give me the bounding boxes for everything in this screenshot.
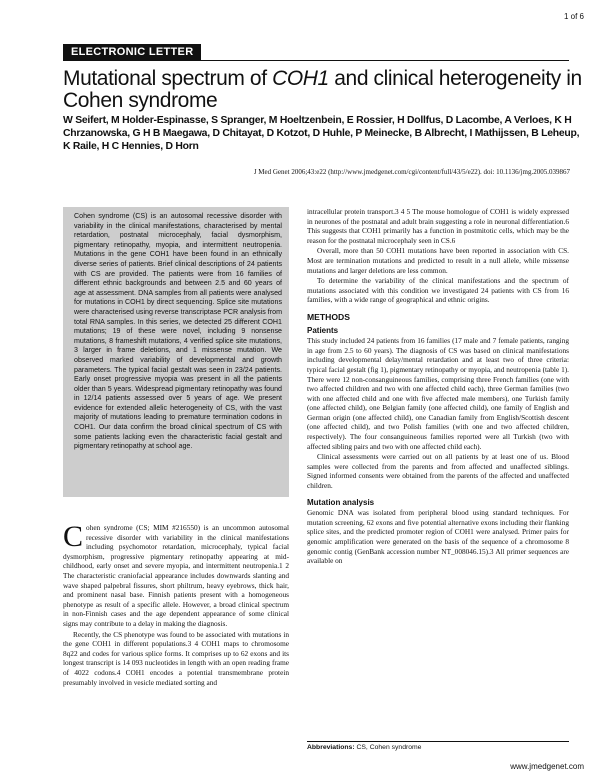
body-paragraph: Clinical assessments were carried out on all patients by at least one of us. Blood samples were collected from the parents and from affected and unaffected siblings. Signed informed consents were obtained from the parents of the affected and unaffected children. xyxy=(307,452,569,491)
body-paragraph: intracellular protein transport.3 4 5 The mouse homologue of COH1 is widely expressed in neurones of the postnatal and adult brain suggesting a role in neuronal differentiation.6 This suggests that COH1 primarily has a function in postmitotic cells, which may be the reason for the postnatal microcephaly seen in CS.6 xyxy=(307,207,569,245)
intro-paragraph xyxy=(63,520,289,629)
author-list: W Seifert, M Holder-Espinasse, S Spranger, M Hoeltzenbein, E Rossier, H Dollfus, D Lacombe, A Verloes, K H Chrzanowska, G H B Maegawa, D Chitayat, D Kotzot, D Huhle, P Meinecke, B Albrecht, I Mathijssen, B Leheup, K Raile, H C Hennies, D Horn xyxy=(63,115,580,153)
title-gene: COH1 xyxy=(272,67,329,90)
abbreviations-rule xyxy=(307,741,569,742)
patients-heading: Patients xyxy=(307,325,339,335)
mutation-analysis-heading: Mutation analysis xyxy=(307,497,375,507)
citation-line: J Med Genet 2006;43:e22 (http://www.jmedgenet.com/cgi/content/full/43/5/e22). doi: 10.1136/jmg.2005.039867 xyxy=(253,168,570,176)
body-paragraph: To determine the variability of the clinical manifestations and the spectrum of mutations associated with this condition we investigated 24 patients with CS from 16 families, with a wide range of geographical and ethnic origins. xyxy=(307,276,569,305)
body-paragraph: Genomic DNA was isolated from peripheral blood using standard techniques. For mutation screening, 62 exons and five potential alternative exons including their flanking splice sites, and the predicted promoter region of COH1 were analysed. Primer pairs for genomic amplification were generated on the basis of the sequence of a chromosome 8 genomic contig (GenBank accession number NT_008046.15).3 All primer sequences are available on xyxy=(307,508,569,566)
title-prefix: Mutational spectrum of xyxy=(63,67,273,90)
methods-heading: METHODS xyxy=(307,311,350,322)
body-paragraph: Overall, more than 50 COH1 mutations have been reported in association with CS. Most are termination mutations and predicted to result in a null allele, while missense mutations and larger deletions are less common. xyxy=(307,246,569,275)
banner-rule xyxy=(63,60,569,61)
intro-text: ohen syndrome (CS; MIM #216550) is an uncommon autosomal recessive disorder with variability in the clinical manifestations including psychomotor retardation, microcephaly, typical facial dysmorphism, progressive pigmentary retinopathy appearing at mid-childhood, early onset and severe myopia, and intermittent neutropenia.1 2 The characteristic craniofacial appearance includes downwards slanting and wave shaped palpebral fissures, short philtrum, heavy eyebrows, thick hair, and prominent nasal base. Finnish patients present with a homogeneous phenotype as result of a specific allele. However, a broad clinical spectrum in non-Finnish cases and the age dependent appearance of some clinical signs may contribute to a delay in making the diagnosis. xyxy=(63,523,289,628)
left-column xyxy=(63,520,289,688)
article-title xyxy=(63,68,583,112)
footer-url[interactable]: www.jmedgenet.com xyxy=(510,762,584,771)
body-paragraph: Recently, the CS phenotype was found to be associated with mutations in the gene COH1 in different populations.3 4 COH1 maps to chromosome 8q22 and codes for various splice forms. It comprises up to 62 exons and its longest transcript is 14 093 nucleotides in length with an open reading frame of 4022 codons.4 COH1 encodes a potential transmembrane protein presumably involved in vesicle mediated sorting and xyxy=(63,629,289,687)
right-column xyxy=(307,207,569,567)
drop-cap: C xyxy=(63,520,84,553)
abbreviations xyxy=(307,744,569,751)
page-number: 1 of 6 xyxy=(563,12,584,21)
section-label: ELECTRONIC LETTER xyxy=(63,44,201,60)
body-paragraph: This study included 24 patients from 16 families (17 male and 7 female patients, ranging in age from 2.5 to 60 years). The diagnosis of CS was based on clinical manifestations including developmental delay/mental retardation and at least two of three criteria: typical facial gestalt (fig 1), pigmentary retinopathy or myopia, and neutropenia (table 1). There were 12 non-consanguineous families, comprising three French families (one with two affected children and two with one affected child each), three German families (two with one affected child and one with five affected male members), one Turkish family (one affected child), one Belgian family (one affected child), one family of English and German origin (one affected child), one Canadian family from English/Scottish descent (one affected child), and two Polish families (with one and two affected children, respectively). The four consanguineous families reported were all Turkish (two with affected sibling pairs and two with one affected child each). xyxy=(307,336,569,451)
abstract-text: Cohen syndrome (CS) is an autosomal recessive disorder with variability in the clinical manifestations, characterised by mental retardation, postnatal microcephaly, facial dysmorphism, pigmentary retinopathy, myopia, and intermittent neutropenia. Mutations in the gene COH1 have been found in an ethnically diverse series of patients. Brief clinical descriptions of 24 patients with CS are provided. The patients were from 16 families of different ethnic backgrounds and between 2.5 and 60 years of age at assessment. DNA samples from all patients were analysed for mutations in COH1 by direct sequencing. Splice site mutations were characterised using reverse transcriptase PCR analysis from total RNA samples. In this series, we detected 25 different COH1 mutations; 19 of these were novel, including 9 nonsense mutations, 8 frameshift mutations, 4 verified splice site mutations, 3 larger in frame deletions, and 1 missense mutation. We observed marked variability of developmental and growth parameters. The typical facial gestalt was seen in 23/24 patients. Early onset progressive myopia was present in all the patients older than 5 years. Widespread pigmentary retinopathy was found in 12/14 patients assessed over 5 years of age. We present evidence for extended allelic heterogeneity of CS, with the vast majority of mutations leading to premature termination codons in COH1. Our data confirm the broad clinical spectrum of CS with some patients lacking even the characteristic facial gestalt and pigmentary retinopathy at school age. xyxy=(74,212,282,451)
abbreviations-text: CS, Cohen syndrome xyxy=(354,744,422,751)
title-suffix: and clinical heterogeneity in Cohen syndrome xyxy=(63,67,582,112)
abbreviations-label: Abbreviations: xyxy=(307,744,355,751)
